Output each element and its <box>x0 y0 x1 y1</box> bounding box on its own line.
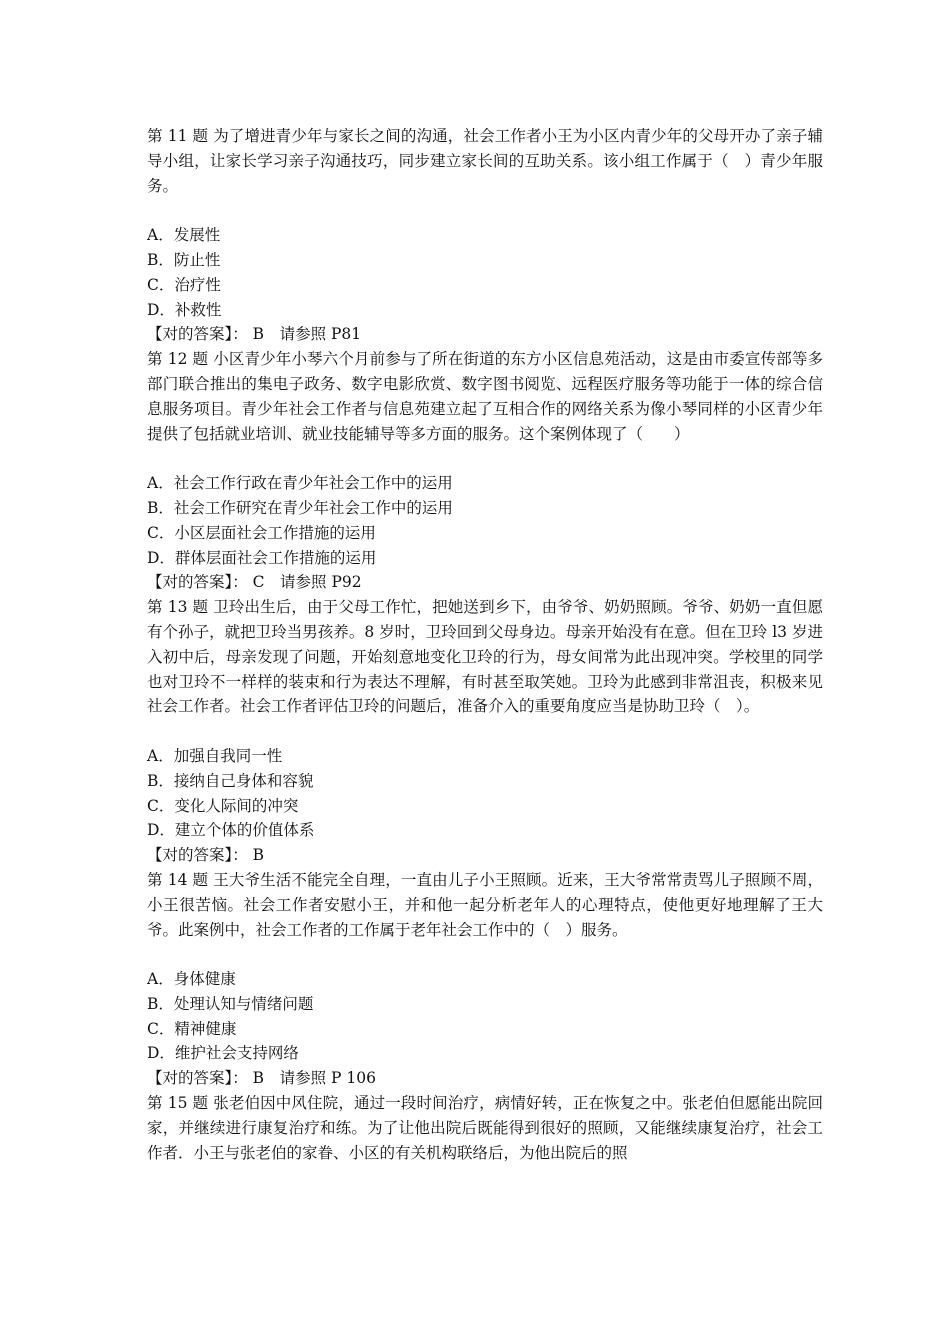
option-b: B．处理认知与情绪问题 <box>147 994 314 1013</box>
option-d: D．建立个体的价值体系 <box>147 821 315 840</box>
option-b: B．社会工作研究在青少年社会工作中的运用 <box>147 498 453 517</box>
question-14 <box>147 868 823 1091</box>
answer-line: 【对的答案】： C 请参照 P92 <box>147 573 362 592</box>
option-c: C．变化人际间的冲突 <box>147 796 299 815</box>
option-a: A．社会工作行政在青少年社会工作中的运用 <box>147 474 453 493</box>
option-a: A．发展性 <box>147 226 221 245</box>
question-12 <box>147 347 823 595</box>
question-13 <box>147 595 823 868</box>
option-b: B．防止性 <box>147 250 221 269</box>
option-c: C．治疗性 <box>147 275 221 294</box>
answer-line: 【对的答案】： B 请参照 P81 <box>147 325 362 344</box>
question-stem: 第 13 题 卫玲出生后，由于父母工作忙，把她送到乡下，由爷爷、奶奶照顾。爷爷、奶奶一直但愿有个孙子，就把卫玲当男孩养。8 岁时，卫玲回到父母身边。母亲开始没有在意。但在卫玲 l3 岁进入初中后，母亲发现了问题，开始刻意地变化卫玲的行为，母女间常为此出现冲突。学校里的同学也对卫玲不一样样的装束和行为表达不理解，有时甚至取笑她。卫玲为此感到非常沮丧，积极来见社会工作者。社会工作者评估卫玲的问题后，准备介入的重要角度应当是协助卫玲（ ）。 <box>147 598 823 716</box>
blank-line <box>147 446 823 471</box>
option-d: D．补救性 <box>147 300 222 319</box>
question-stem: 第 12 题 小区青少年小琴六个月前参与了所在街道的东方小区信息苑活动，这是由市委宣传部等多部门联合推出的集电子政务、数字电影欣赏、数字图书阅览、远程医疗服务等功能于一体的综合信息服务项目。青少年社会工作者与信息苑建立起了互相合作的网络关系为像小琴同样的小区青少年提供了包括就业培训、就业技能辅导等多方面的服务。这个案例体现了（ ） <box>147 350 823 443</box>
blank-line <box>147 198 823 223</box>
answer-line: 【对的答案】： B 请参照 P 106 <box>147 1069 376 1088</box>
option-a: A．身体健康 <box>147 970 236 989</box>
option-b: B．接纳自己身体和容貌 <box>147 771 314 790</box>
question-11 <box>147 124 823 347</box>
option-a: A．加强自我同一性 <box>147 746 283 765</box>
question-stem: 第 15 题 张老伯因中风住院，通过一段时间治疗，病情好转，正在恢复之中。张老伯但愿能出院回家，并继续进行康复治疗和练。为了让他出院后既能得到很好的照顾，又能继续康复治疗，社会工作者．小王与张老伯的家眷、小区的有关机构联络后，为他出院后的照 <box>147 1094 823 1162</box>
blank-line <box>147 942 823 967</box>
option-c: C．小区层面社会工作措施的运用 <box>147 523 376 542</box>
document-content <box>147 124 823 1165</box>
blank-line <box>147 719 823 744</box>
question-stem: 第 14 题 王大爷生活不能完全自理，一直由儿子小王照顾。近来，王大爷常常责骂儿子照顾不周，小王很苦恼。社会工作者安慰小王，并和他一起分析老年人的心理特点，使他更好地理解了王大爷。此案例中，社会工作者的工作属于老年社会工作中的（ ）服务。 <box>147 870 823 939</box>
option-c: C．精神健康 <box>147 1019 237 1038</box>
question-15 <box>147 1091 823 1165</box>
option-d: D．维护社会支持网络 <box>147 1044 299 1063</box>
question-stem: 第 11 题 为了增进青少年与家长之间的沟通，社会工作者小王为小区内青少年的父母开办了亲子辅导小组，让家长学习亲子沟通技巧，同步建立家长间的互助关系。该小组工作属于（ ）青少年服务。 <box>147 127 823 195</box>
answer-line: 【对的答案】： B <box>147 846 265 865</box>
option-d: D．群体层面社会工作措施的运用 <box>147 548 377 567</box>
